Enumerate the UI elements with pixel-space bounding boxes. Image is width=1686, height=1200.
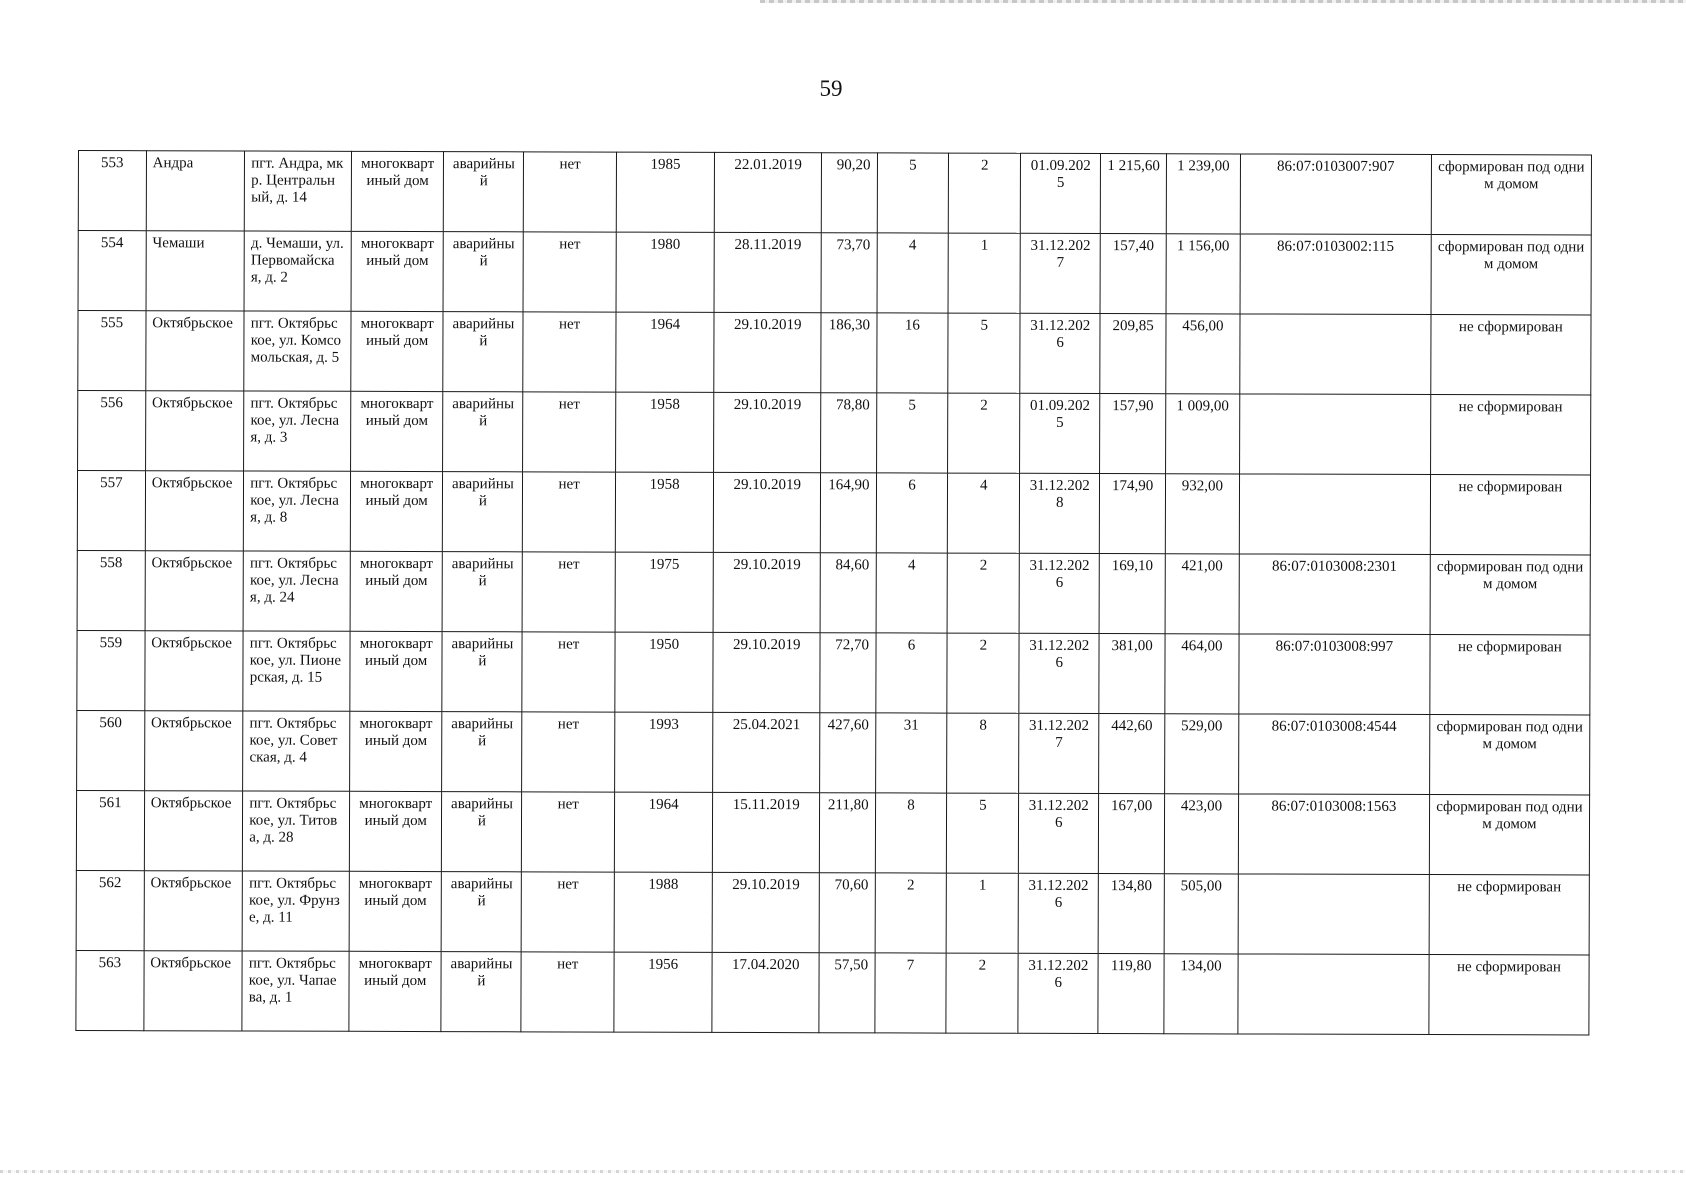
table-row [78, 391, 1591, 475]
settlement-cell: Октябрьское [144, 711, 243, 791]
row-number-cell: 558 [77, 550, 145, 630]
table-row [77, 471, 1590, 555]
building-type-cell: многоквартиный дом [350, 711, 443, 791]
condition-cell: аварийный [443, 232, 523, 312]
row-number-cell: 556 [78, 391, 146, 471]
flag-cell: нет [522, 872, 615, 952]
recognition-date-cell: 17.04.2020 [712, 952, 819, 1032]
value-2-cell: 1 239,00 [1166, 154, 1240, 234]
scan-artifact-top [760, 0, 1686, 3]
area-cell: 78,80 [821, 393, 877, 473]
build-year-cell: 1958 [615, 392, 714, 472]
address-cell: пгт. Октябрьское, ул. Титова, д. 28 [243, 791, 350, 871]
settlement-cell: Октябрьское [145, 631, 244, 711]
residents-count-cell: 6 [876, 473, 948, 553]
condition-cell: аварийный [443, 472, 523, 552]
value-1-cell: 174,90 [1100, 474, 1166, 554]
cadastral-number-cell: 86:07:0103008:4544 [1238, 714, 1429, 795]
cadastral-number-cell: 86:07:0103008:997 [1239, 634, 1430, 715]
building-type-cell: многоквартиный дом [351, 151, 444, 231]
recognition-date-cell: 28.11.2019 [714, 232, 821, 312]
condition-cell: аварийный [442, 712, 522, 792]
resettlement-deadline-cell: 31.12.2027 [1019, 713, 1099, 793]
settlement-cell: Андра [146, 151, 245, 231]
value-2-cell: 421,00 [1165, 554, 1239, 634]
apartments-count-cell: 5 [947, 793, 1019, 873]
cadastral-number-cell: 86:07:0103008:2301 [1239, 554, 1430, 635]
apartments-count-cell: 4 [948, 473, 1020, 553]
table-row [77, 550, 1590, 634]
resettlement-deadline-cell: 31.12.2028 [1020, 473, 1100, 553]
condition-cell: аварийный [441, 952, 521, 1032]
build-year-cell: 1958 [615, 472, 714, 552]
area-cell: 57,50 [819, 953, 875, 1033]
residents-count-cell: 4 [877, 233, 949, 313]
flag-cell: нет [523, 472, 616, 552]
address-cell: пгт. Октябрьское, ул. Фрунзе, д. 11 [242, 871, 349, 951]
settlement-cell: Октябрьское [144, 871, 243, 951]
recognition-date-cell: 29.10.2019 [713, 632, 820, 712]
land-plot-status-cell: не сформирован [1429, 955, 1589, 1035]
condition-cell: аварийный [442, 792, 522, 872]
scan-artifact-bottom [0, 1170, 1686, 1173]
land-plot-status-cell: сформирован под одним домом [1431, 155, 1591, 235]
settlement-cell: Октябрьское [144, 951, 243, 1031]
cadastral-number-cell: 86:07:0103007:907 [1240, 154, 1431, 235]
land-plot-status-cell: не сформирован [1430, 475, 1590, 555]
apartments-count-cell: 2 [947, 633, 1019, 713]
residents-count-cell: 7 [874, 953, 946, 1033]
area-cell: 73,70 [821, 233, 877, 313]
flag-cell: нет [523, 552, 616, 632]
value-2-cell: 505,00 [1164, 874, 1238, 954]
apartments-count-cell: 5 [948, 313, 1020, 393]
building-type-cell: многоквартиный дом [349, 871, 442, 951]
value-2-cell: 456,00 [1166, 314, 1240, 394]
land-plot-status-cell: не сформирован [1431, 315, 1591, 395]
row-number-cell: 561 [76, 790, 144, 870]
recognition-date-cell: 25.04.2021 [713, 712, 820, 792]
area-cell: 90,20 [821, 153, 877, 233]
area-cell: 186,30 [821, 313, 877, 393]
apartments-count-cell: 2 [949, 153, 1021, 233]
value-1-cell: 157,40 [1100, 234, 1166, 314]
recognition-date-cell: 29.10.2019 [714, 392, 821, 472]
flag-cell: нет [521, 952, 614, 1032]
housing-registry-table [75, 150, 1592, 1035]
resettlement-deadline-cell: 01.09.2025 [1020, 153, 1100, 233]
condition-cell: аварийный [444, 152, 524, 232]
residents-count-cell: 2 [875, 873, 947, 953]
condition-cell: аварийный [442, 552, 522, 632]
land-plot-status-cell: сформирован под одним домом [1431, 235, 1591, 315]
flag-cell: нет [523, 312, 616, 392]
build-year-cell: 1975 [615, 552, 714, 632]
condition-cell: аварийный [442, 632, 522, 712]
row-number-cell: 560 [77, 710, 145, 790]
residents-count-cell: 16 [876, 313, 948, 393]
residents-count-cell: 6 [875, 633, 947, 713]
residents-count-cell: 5 [877, 153, 949, 233]
value-2-cell: 1 156,00 [1166, 234, 1240, 314]
table-row [78, 151, 1591, 235]
settlement-cell: Октябрьское [146, 311, 245, 391]
recognition-date-cell: 22.01.2019 [715, 152, 822, 232]
condition-cell: аварийный [443, 312, 523, 392]
build-year-cell: 1988 [614, 872, 713, 952]
area-cell: 72,70 [820, 633, 876, 713]
land-plot-status-cell: сформирован под одним домом [1429, 795, 1589, 875]
residents-count-cell: 4 [876, 553, 948, 633]
address-cell: пгт. Октябрьское, ул. Лесная, д. 3 [244, 391, 351, 471]
area-cell: 84,60 [820, 553, 876, 633]
area-cell: 164,90 [820, 473, 876, 553]
row-number-cell: 553 [78, 151, 146, 231]
value-1-cell: 1 215,60 [1101, 154, 1167, 234]
row-number-cell: 563 [76, 950, 144, 1030]
resettlement-deadline-cell: 31.12.2026 [1019, 553, 1099, 633]
row-number-cell: 554 [78, 231, 146, 311]
table-row [77, 630, 1590, 714]
build-year-cell: 1985 [616, 152, 715, 232]
row-number-cell: 555 [78, 311, 146, 391]
value-1-cell: 381,00 [1099, 634, 1165, 714]
cadastral-number-cell [1240, 314, 1431, 395]
apartments-count-cell: 2 [946, 953, 1018, 1033]
recognition-date-cell: 15.11.2019 [713, 792, 820, 872]
area-cell: 70,60 [819, 873, 875, 953]
recognition-date-cell: 29.10.2019 [714, 312, 821, 392]
value-1-cell: 209,85 [1100, 314, 1166, 394]
resettlement-deadline-cell: 31.12.2026 [1018, 873, 1098, 953]
land-plot-status-cell: сформирован под одним домом [1429, 715, 1589, 795]
condition-cell: аварийный [443, 392, 523, 472]
building-type-cell: многоквартиный дом [351, 391, 444, 471]
flag-cell: нет [524, 152, 617, 232]
resettlement-deadline-cell: 31.12.2027 [1020, 233, 1100, 313]
row-number-cell: 557 [77, 471, 145, 551]
table-row [76, 950, 1589, 1034]
recognition-date-cell: 29.10.2019 [714, 472, 821, 552]
address-cell: пгт. Андра, мкр. Центральный, д. 14 [245, 151, 352, 231]
build-year-cell: 1964 [614, 792, 713, 872]
address-cell: пгт. Октябрьское, ул. Пионерская, д. 15 [243, 631, 350, 711]
apartments-count-cell: 2 [948, 393, 1020, 473]
flag-cell: нет [522, 712, 615, 792]
resettlement-deadline-cell: 01.09.2025 [1020, 393, 1100, 473]
settlement-cell: Октябрьское [145, 551, 244, 631]
address-cell: пгт. Октябрьское, ул. Лесная, д. 8 [244, 471, 351, 551]
value-1-cell: 119,80 [1098, 954, 1164, 1034]
value-2-cell: 423,00 [1164, 794, 1238, 874]
apartments-count-cell: 2 [947, 553, 1019, 633]
value-2-cell: 932,00 [1165, 474, 1239, 554]
table-row [76, 870, 1589, 954]
recognition-date-cell: 29.10.2019 [713, 552, 820, 632]
build-year-cell: 1980 [616, 232, 715, 312]
build-year-cell: 1964 [616, 312, 715, 392]
resettlement-deadline-cell: 31.12.2026 [1018, 953, 1098, 1033]
value-1-cell: 157,90 [1100, 394, 1166, 474]
address-cell: д. Чемаши, ул. Первомайская, д. 2 [244, 231, 351, 311]
area-cell: 211,80 [819, 793, 875, 873]
address-cell: пгт. Октябрьское, ул. Чапаева, д. 1 [242, 951, 349, 1031]
flag-cell: нет [522, 632, 615, 712]
table-row [78, 231, 1591, 315]
building-type-cell: многоквартиный дом [350, 631, 443, 711]
value-2-cell: 529,00 [1165, 714, 1239, 794]
land-plot-status-cell: сформирован под одним домом [1430, 555, 1590, 635]
residents-count-cell: 5 [876, 393, 948, 473]
building-type-cell: многоквартиный дом [351, 231, 444, 311]
land-plot-status-cell: не сформирован [1430, 395, 1590, 475]
value-2-cell: 464,00 [1165, 634, 1239, 714]
table-row [76, 790, 1589, 874]
settlement-cell: Октябрьское [145, 391, 244, 471]
cadastral-number-cell [1239, 394, 1430, 475]
table-row [78, 311, 1591, 395]
building-type-cell: многоквартиный дом [351, 311, 444, 391]
cadastral-number-cell [1238, 874, 1429, 955]
address-cell: пгт. Октябрьское, ул. Советская, д. 4 [243, 711, 350, 791]
resettlement-deadline-cell: 31.12.2026 [1019, 793, 1099, 873]
cadastral-number-cell: 86:07:0103002:115 [1240, 234, 1431, 315]
area-cell: 427,60 [820, 713, 876, 793]
value-1-cell: 167,00 [1099, 794, 1165, 874]
value-1-cell: 134,80 [1098, 874, 1164, 954]
resettlement-deadline-cell: 31.12.2026 [1019, 633, 1099, 713]
build-year-cell: 1956 [614, 952, 713, 1032]
cadastral-number-cell [1239, 474, 1430, 555]
recognition-date-cell: 29.10.2019 [712, 872, 819, 952]
residents-count-cell: 8 [875, 793, 947, 873]
build-year-cell: 1950 [615, 632, 714, 712]
land-plot-status-cell: не сформирован [1430, 635, 1590, 715]
flag-cell: нет [522, 792, 615, 872]
address-cell: пгт. Октябрьское, ул. Комсомольская, д. 5 [244, 311, 351, 391]
page-number: 59 [819, 76, 843, 101]
flag-cell: нет [523, 392, 616, 472]
settlement-cell: Октябрьское [144, 791, 243, 871]
building-type-cell: многоквартиный дом [349, 791, 442, 871]
land-plot-status-cell: не сформирован [1429, 875, 1589, 955]
building-type-cell: многоквартиный дом [349, 951, 442, 1031]
building-type-cell: многоквартиный дом [350, 471, 443, 551]
apartments-count-cell: 8 [947, 713, 1019, 793]
resettlement-deadline-cell: 31.12.2026 [1020, 313, 1100, 393]
value-2-cell: 1 009,00 [1166, 394, 1240, 474]
settlement-cell: Октябрьское [145, 471, 244, 551]
settlement-cell: Чемаши [146, 231, 245, 311]
apartments-count-cell: 1 [948, 233, 1020, 313]
row-number-cell: 559 [77, 630, 145, 710]
value-1-cell: 442,60 [1099, 714, 1165, 794]
condition-cell: аварийный [442, 872, 522, 952]
cadastral-number-cell [1238, 954, 1429, 1035]
row-number-cell: 562 [76, 870, 144, 950]
value-2-cell: 134,00 [1164, 954, 1238, 1034]
cadastral-number-cell: 86:07:0103008:1563 [1238, 794, 1429, 875]
table-row [77, 710, 1590, 794]
residents-count-cell: 31 [875, 713, 947, 793]
address-cell: пгт. Октябрьское, ул. Лесная, д. 24 [243, 551, 350, 631]
build-year-cell: 1993 [614, 712, 713, 792]
value-1-cell: 169,10 [1099, 554, 1165, 634]
building-type-cell: многоквартиный дом [350, 551, 443, 631]
flag-cell: нет [523, 232, 616, 312]
apartments-count-cell: 1 [946, 873, 1018, 953]
